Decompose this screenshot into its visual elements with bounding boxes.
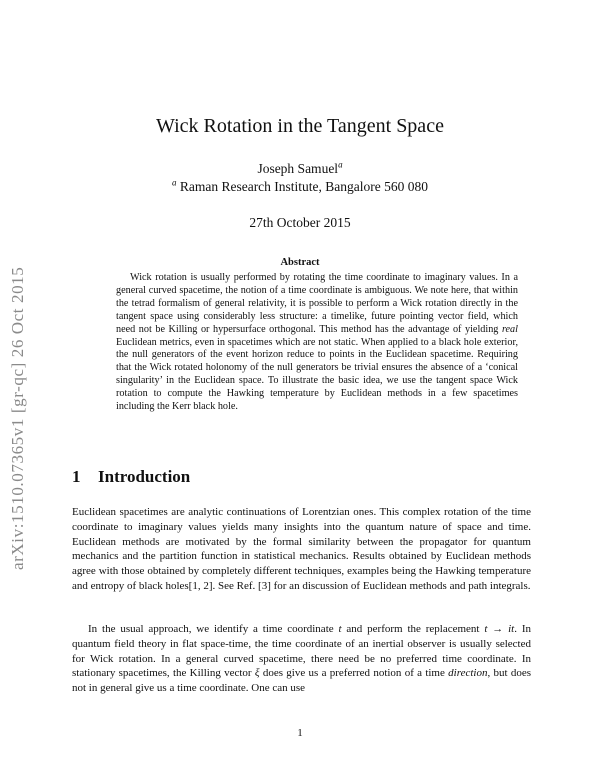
- author-line: [0, 160, 600, 177]
- para2-part-4: does give us a preferred notion of a time: [259, 667, 449, 680]
- author-name: Joseph Samuel: [257, 161, 339, 176]
- italic-direction: direction: [448, 667, 488, 680]
- author-superscript: a: [338, 159, 343, 170]
- section-heading: [72, 466, 190, 488]
- paper-title: Wick Rotation in the Tangent Space: [156, 115, 444, 137]
- math-replacement: t → it: [484, 623, 515, 635]
- math-t: t: [338, 623, 342, 635]
- affiliation-superscript: a: [171, 177, 177, 188]
- affiliation-line: [0, 178, 600, 195]
- section-number: 1: [72, 467, 81, 486]
- abstract-text-2: Euclidean metrics, even in spacetimes which are not static. When applied to a black hole exterior, the null generators of the event horizon reduce to points in the Euclidean spacetime. Requiring that the Wick rotated holonomy of the null generators be trivial ensures the absence of a ‘conical singularity’ in the Euclidean space. To illustrate the basic idea, we use the tangent space Wick rotation to compute the Hawking temperature by Euclidean methods in a few spacetimes including the Kerr black hole.: [116, 336, 518, 413]
- para2-part-5: , but does not in general give us a time coordinate. One can use: [72, 667, 531, 695]
- para2-part-1: In the usual approach, we identify a time coordinate: [88, 623, 339, 635]
- intro-paragraph-1: Euclidean spacetimes are analytic continuations of Lorentzian ones. This complex rotation of the time coordinate to imaginary values yields many insights into the quantum nature of space and time. Euclidean methods are motivated by the formal similarity between the propagator for quantum mechanics and the partition function in statistical mechanics. Results obtained by Euclidean methods agree with those obtained by completely different techniques, examples being the Hawking temperature and entropy of black holes[1, 2]. See Ref. [3] for an discussion of Euclidean methods and path integrals.: [72, 506, 531, 592]
- abstract-body: [116, 272, 518, 414]
- para2-part-2: and perform the replacement: [341, 623, 485, 635]
- math-xi: ξ: [254, 667, 260, 680]
- intro-paragraph-2: [72, 622, 531, 696]
- abstract-text-1: Wick rotation is usually performed by rotating the time coordinate to imaginary values. In a general curved spacetime, the notion of a time coordinate is ambiguous. We note here, that within the tetrad formalism of general relativity, it is possible to perform a Wick rotation directly in the tangent space using considerably less structure: a timelike, future pointing vector field, which need not be Killing or hypersurface orthogonal. This method has the advantage of yielding: [116, 272, 518, 335]
- page-number: 1: [297, 727, 303, 739]
- arxiv-stamp: arXiv:1510.07365v1 [gr-qc] 26 Oct 2015: [8, 266, 27, 570]
- paper-date: 27th October 2015: [249, 215, 351, 230]
- abstract-heading: Abstract: [280, 257, 320, 268]
- para2-part-3: . In quantum field theory in flat space-time, the time coordinate of an inertial observer is usually selected for Wick rotation. In a general curved spacetime, there need be no preferred time coordinate. In stationary spacetimes, the Killing vector: [72, 623, 532, 680]
- abstract-italic-real: real: [501, 323, 518, 335]
- section-title: Introduction: [98, 467, 191, 486]
- affiliation-text: Raman Research Institute, Bangalore 560 080: [179, 179, 429, 194]
